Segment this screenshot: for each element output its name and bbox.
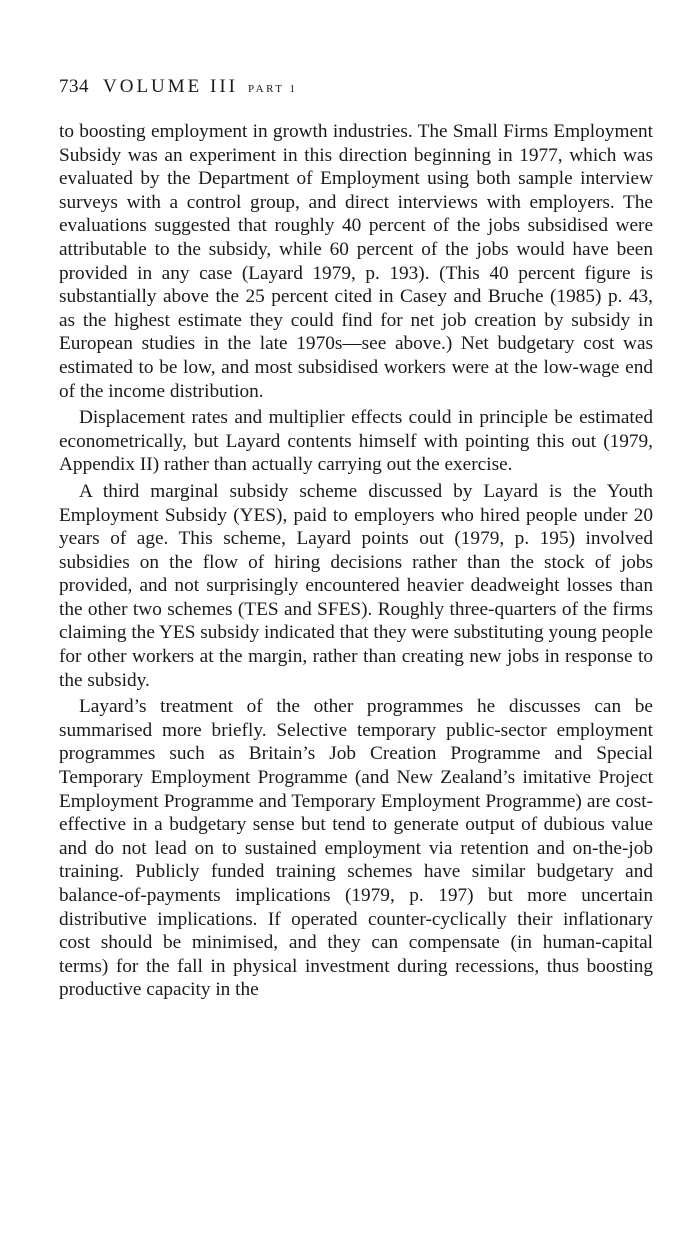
running-head: [59, 76, 298, 98]
part-label: PART 1: [248, 83, 298, 95]
paragraph-1: to boosting employment in growth industries. The Small Firms Employment Subsidy was an experiment in this direction beginning in 1977, which was evaluated by the Department of Employment using both sample interview surveys with a control group, and direct interviews with employers. The evaluations suggested that roughly 40 percent of the jobs subsidised were attributable to the subsidy, while 60 percent of the jobs would have been provided in any case (Layard 1979, p. 193). (This 40 percent figure is substantially above the 25 percent cited in Casey and Bruche (1985) p. 43, as the highest estimate they could find for net job creation by subsidy in European studies in the late 1970s—see above.) Net budgetary cost was estimated to be low, and most subsidised workers were at the low-wage end of the income distribution.: [59, 121, 653, 402]
volume-label: VOLUME III: [103, 76, 239, 97]
page-number: 734: [59, 76, 89, 97]
paragraph-3: A third marginal subsidy scheme discussed by Layard is the Youth Employment Subsidy (YES), paid to employers who hired people under 20 years of age. This scheme, Layard points out (1979, p. 195) involved subsidies on the flow of hiring decisions rather than the stock of jobs provided, and not surprisingly encountered heavier deadweight losses than the other two schemes (TES and SFES). Roughly three-quarters of the firms claiming the YES subsidy indicated that they were substituting young people for other workers at the margin, rather than creating new jobs in response to the subsidy.: [59, 480, 653, 691]
body-text: [59, 120, 653, 1002]
paragraph-4: Layard’s treatment of the other programmes he discusses can be summarised more briefly. Selective temporary public-sector employment programmes such as Britain’s Job Creation Programme and Special Temporary Employment Programme (and New Zealand’s imitative Project Employment Programme and Temporary Employment Programme) are cost-effective in a budgetary sense but tend to generate output of dubious value and do not lead on to sustained employment via retention and on-the-job training. Publicly funded training schemes have similar budgetary and balance-of-payments implications (1979, p. 197) but more uncertain distributive implications. If operated counter-cyclically their inflationary cost should be minimised, and they can compensate (in human-capital terms) for the fall in physical investment during recessions, thus boosting productive capacity in the: [59, 696, 653, 1001]
paragraph-2: Displacement rates and multiplier effects could in principle be estimated econometrically, but Layard contents himself with pointing this out (1979, Appendix II) rather than actually carrying out the exercise.: [59, 407, 653, 476]
